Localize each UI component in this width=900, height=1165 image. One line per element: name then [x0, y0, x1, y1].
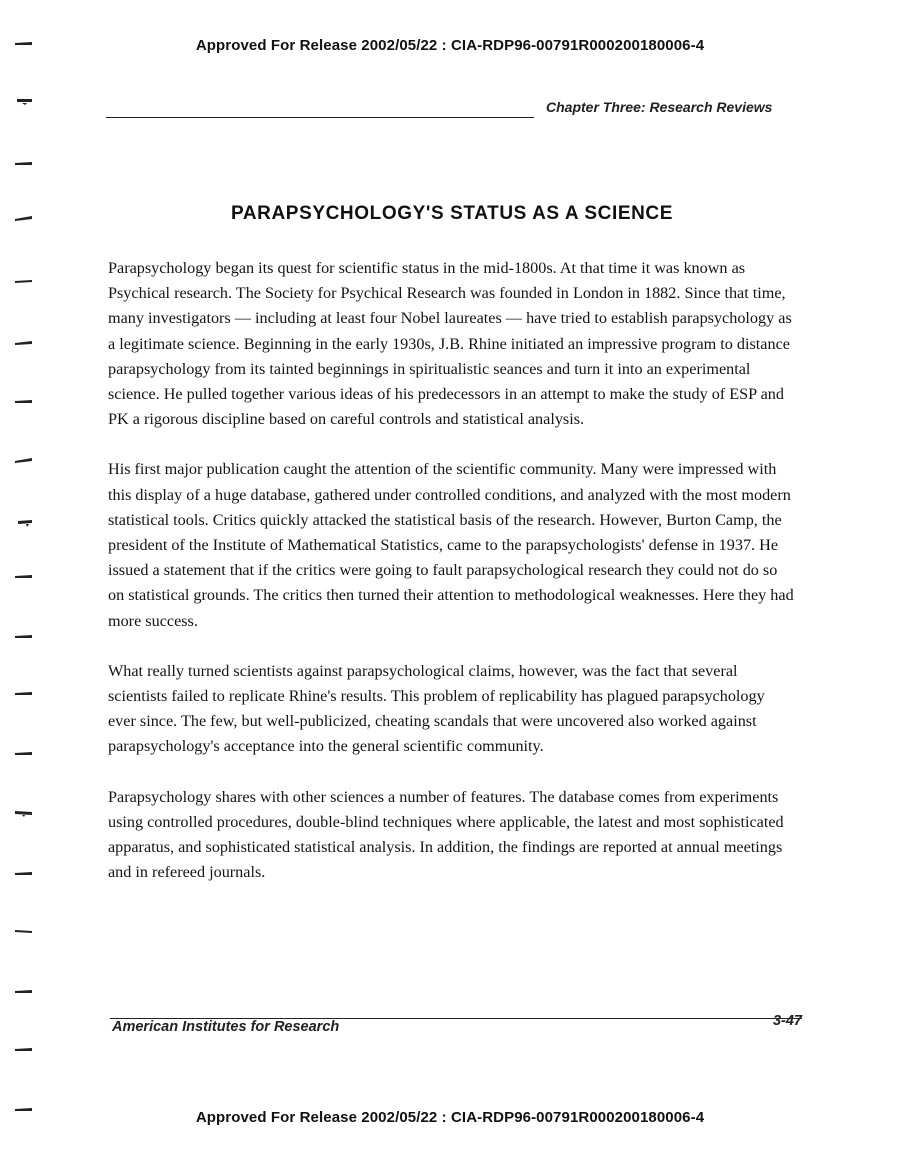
paragraph: His first major publication caught the attention of the scientific community. Many were impressed with this display of a huge database, gathered under controlled conditions, and analyzed with the most modern statistical tools. Critics quickly attacked the statistical basis of the research. However, Burton Camp, the president of the Institute of Mathematical Statistics, came to the parapsychologists' defense in 1937. He issued a statement that if the critics were going to fault parapsychological research they could not do so on statistical grounds. The critics then turned their attention to methodological weaknesses. Here they had more success.	[108, 460, 794, 630]
margin-mark	[14, 398, 34, 404]
margin-mark	[14, 870, 34, 876]
margin-mark	[14, 40, 34, 46]
margin-mark	[14, 519, 34, 525]
page-title: PARAPSYCHOLOGY'S STATUS AS A SCIENCE	[230, 203, 674, 224]
margin-mark	[14, 1046, 34, 1052]
margin-mark	[14, 457, 34, 463]
margin-mark	[14, 160, 34, 166]
paragraph: What really turned scientists against parapsychological claims, however, was the fact that several scientists failed to replicate Rhine's results. This problem of replicability has plagued parapsychology ever since. The few, but well-publicized, cheating scandals that were uncovered also worked against parapsychology's acceptance into the general scientific community.	[108, 661, 765, 756]
release-stamp-bottom: Approved For Release 2002/05/22 : CIA-RDP96-00791R000200180006-4	[195, 1109, 705, 1126]
margin-mark	[14, 690, 34, 696]
margin-mark	[14, 988, 34, 994]
margin-mark	[14, 98, 34, 104]
paragraph: Parapsychology shares with other sciences a number of features. The database comes from experiments using controlled procedures, double-blind techniques where applicable, the latest and most sophisticated apparatus, and sophisticated statistical analysis. In addition, the findings are reported at annual meetings and in refereed journals.	[108, 787, 784, 882]
release-stamp-top: Approved For Release 2002/05/22 : CIA-RDP96-00791R000200180006-4	[195, 37, 705, 54]
margin-mark	[14, 278, 34, 284]
footer-organization: American Institutes for Research	[112, 1019, 340, 1035]
paragraph: Parapsychology began its quest for scientific status in the mid-1800s. At that time it was known as Psychical research. The Society for Psychical Research was founded in London in 1882. Since that time, many investigators — including at least four Nobel laureates — have tried to establish parapsychology as a legitimate science. Beginning in the early 1930s, J.B. Rhine initiated an impressive program to distance parapsychology from its tainted beginnings in spiritualistic seances and turn it into an experimental science. He pulled together various ideas of his predecessors in an attempt to make the study of ESP and PK a rigorous discipline based on careful controls and statistical analysis.	[108, 259, 792, 429]
body-text	[108, 256, 794, 910]
page-number: 3-47	[772, 1013, 802, 1029]
margin-mark	[14, 633, 34, 639]
header-rule	[106, 117, 534, 118]
margin-mark	[14, 928, 34, 934]
margin-mark	[14, 340, 34, 346]
margin-mark	[14, 573, 34, 579]
chapter-heading: Chapter Three: Research Reviews	[546, 99, 773, 115]
margin-mark	[14, 750, 34, 756]
margin-mark	[14, 810, 34, 816]
